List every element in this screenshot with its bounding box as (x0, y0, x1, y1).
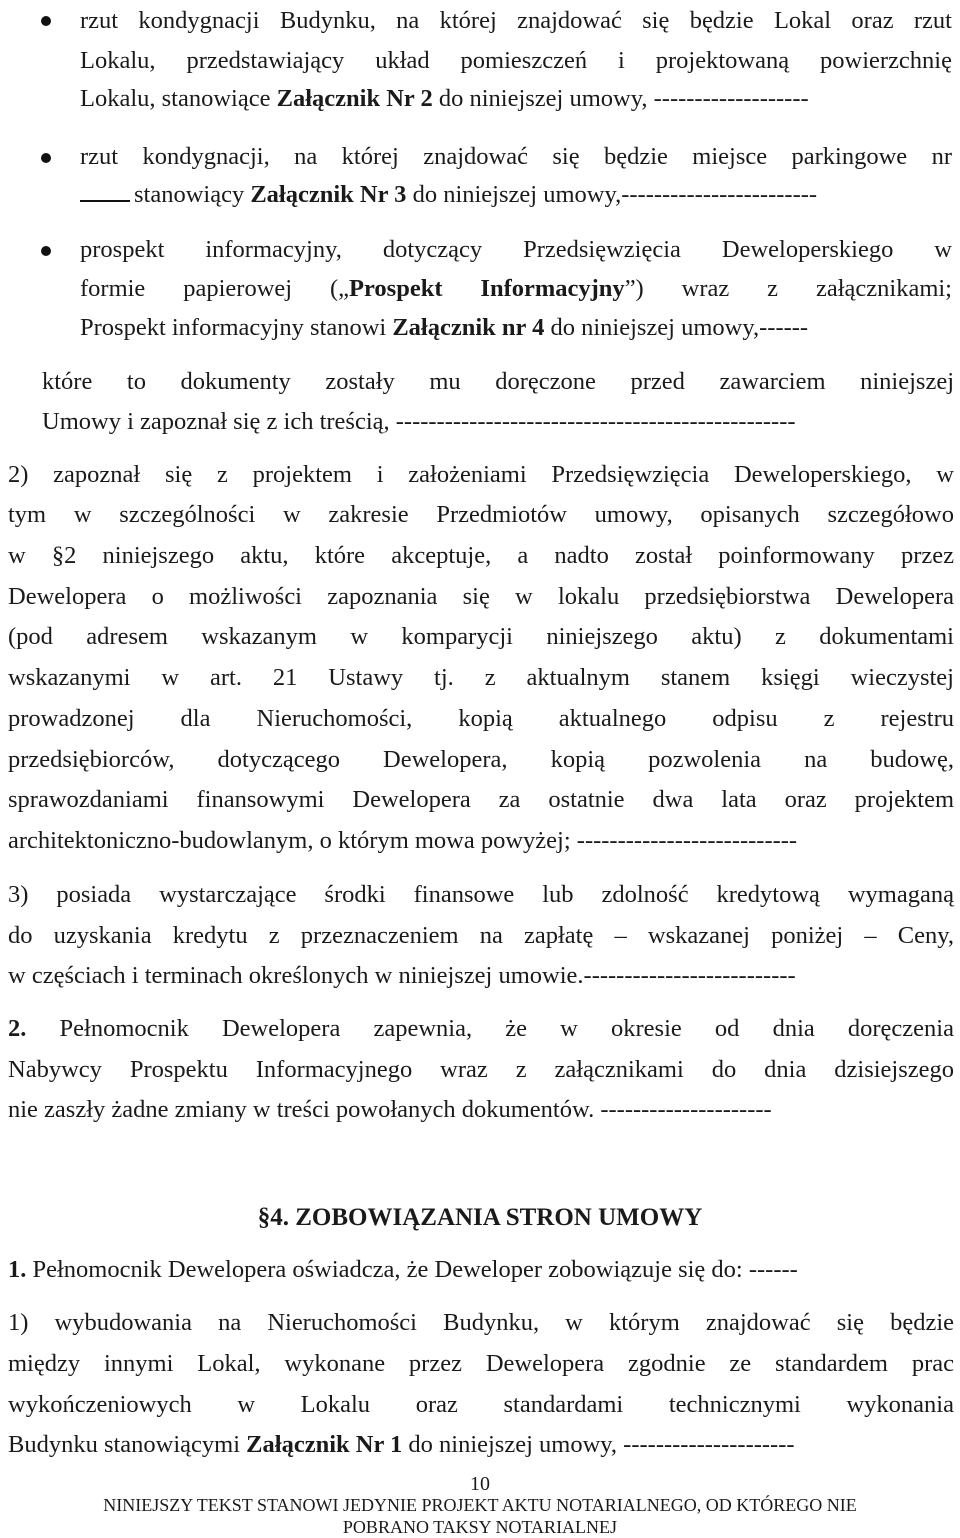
bullet-1-line-2: Lokalu, przedstawiający układ pomieszczeń i projektowaną powierzchnię (80, 47, 952, 74)
point4-1-line-3: wykończeniowych w Lokalu oraz standardami technicznymi wykonania (8, 1391, 954, 1418)
after-bullets-line-2: Umowy i zapoznał się z ich treścią, ------------------------------------------------- (42, 408, 796, 435)
section2-line-1: 2. Pełnomocnik Dewelopera zapewnia, że w okresie od dnia doręczenia (8, 1015, 954, 1042)
point2-line-8: przedsiębiorców, dotyczącego Dewelopera, kopią pozwolenia na budowę, (8, 746, 954, 773)
section2-line-2: Nabywcy Prospektu Informacyjnego wraz z załącznikami do dnia dzisiejszego (8, 1056, 954, 1083)
section4-1-line: 1. Pełnomocnik Dewelopera oświadcza, że Deweloper zobowiązuje się do: ------ (8, 1256, 798, 1283)
point2-line-7: prowadzonej dla Nieruchomości, kopią aktualnego odpisu z rejestru (8, 705, 954, 732)
bullet-icon (41, 246, 51, 256)
bullet-3-line-3: Prospekt informacyjny stanowi Załącznik nr 4 do niniejszej umowy,------ (80, 314, 809, 341)
point2-line-2: tym w szczególności w zakresie Przedmiotów umowy, opisanych szczegółowo (8, 501, 954, 528)
section-number: 1. (8, 1256, 27, 1283)
point2-line-9: sprawozdaniami finansowymi Dewelopera za ostatnie dwa lata oraz projektem (8, 786, 954, 813)
attachment-ref: Załącznik Nr 2 (276, 85, 433, 112)
blank-field (80, 180, 130, 202)
point2-line-5: (pod adresem wskazanym w komparycji niniejszego aktu) z dokumentami (8, 623, 954, 650)
bullet-1-line-3: Lokalu, stanowiące Załącznik Nr 2 do niniejszej umowy, ------------------- (80, 85, 809, 112)
attachment-ref: Załącznik Nr 3 (250, 181, 407, 208)
footer-line-1: NINIEJSZY TEKST STANOWI JEDYNIE PROJEKT AKTU NOTARIALNEGO, OD KTÓREGO NIE (103, 1495, 857, 1515)
section-number: 2. (8, 1015, 27, 1042)
point2-line-1: 2) zapoznał się z projektem i założeniami Przedsięwzięcia Deweloperskiego, w (8, 461, 954, 488)
point2-line-4: Dewelopera o możliwości zapoznania się w lokalu przedsiębiorstwa Dewelopera (8, 583, 954, 610)
point2-line-3: w §2 niniejszego aktu, które akceptuje, a nadto został poinformowany przez (8, 542, 954, 569)
bullet-3-line-2: formie papierowej („Prospekt Informacyjny”) wraz z załącznikami; (80, 275, 952, 302)
attachment-ref: Załącznik Nr 1 (246, 1431, 403, 1458)
page-number: 10 (470, 1473, 490, 1495)
footer-line-2: POBRANO TAKSY NOTARIALNEJ (342, 1517, 618, 1537)
point3-line-3: w częściach i terminach określonych w niniejszej umowie.-------------------------- (8, 962, 796, 989)
point2-line-10: architektoniczno-budowlanym, o którym mowa powyżej; --------------------------- (8, 827, 798, 854)
bullet-2-line-2: stanowiący Załącznik Nr 3 do niniejszej umowy,------------------------ (80, 180, 817, 210)
section2-line-3: nie zaszły żadne zmiany w treści powołanych dokumentów. --------------------- (8, 1096, 772, 1123)
point3-line-1: 3) posiada wystarczające środki finansowe lub zdolność kredytową wymaganą (8, 881, 954, 908)
point4-1-line-2: między innymi Lokal, wykonane przez Dewelopera zgodnie ze standardem prac (8, 1350, 954, 1377)
prospectus-ref: Prospekt Informacyjny (349, 275, 625, 302)
point3-line-2: do uzyskania kredytu z przeznaczeniem na zapłatę – wskazanej poniżej – Ceny, (8, 922, 954, 949)
attachment-ref: Załącznik nr 4 (392, 314, 545, 341)
bullet-1-line-1: rzut kondygnacji Budynku, na której znajdować się będzie Lokal oraz rzut (80, 7, 952, 34)
after-bullets-line-1: które to dokumenty zostały mu doręczone przed zawarciem niniejszej (42, 368, 954, 395)
bullet-icon (41, 153, 51, 163)
bullet-icon (41, 16, 51, 26)
point2-line-6: wskazanymi w art. 21 Ustawy tj. z aktualnym stanem księgi wieczystej (8, 664, 954, 691)
bullet-2-line-1: rzut kondygnacji, na której znajdować się będzie miejsce parkingowe nr (80, 143, 952, 170)
point4-1-line-1: 1) wybudowania na Nieruchomości Budynku, w którym znajdować się będzie (8, 1309, 954, 1336)
bullet-3-line-1: prospekt informacyjny, dotyczący Przedsięwzięcia Deweloperskiego w (80, 236, 952, 263)
section-heading: §4. ZOBOWIĄZANIA STRON UMOWY (257, 1204, 703, 1231)
point4-1-line-4: Budynku stanowiącymi Załącznik Nr 1 do niniejszej umowy, --------------------- (8, 1431, 795, 1458)
